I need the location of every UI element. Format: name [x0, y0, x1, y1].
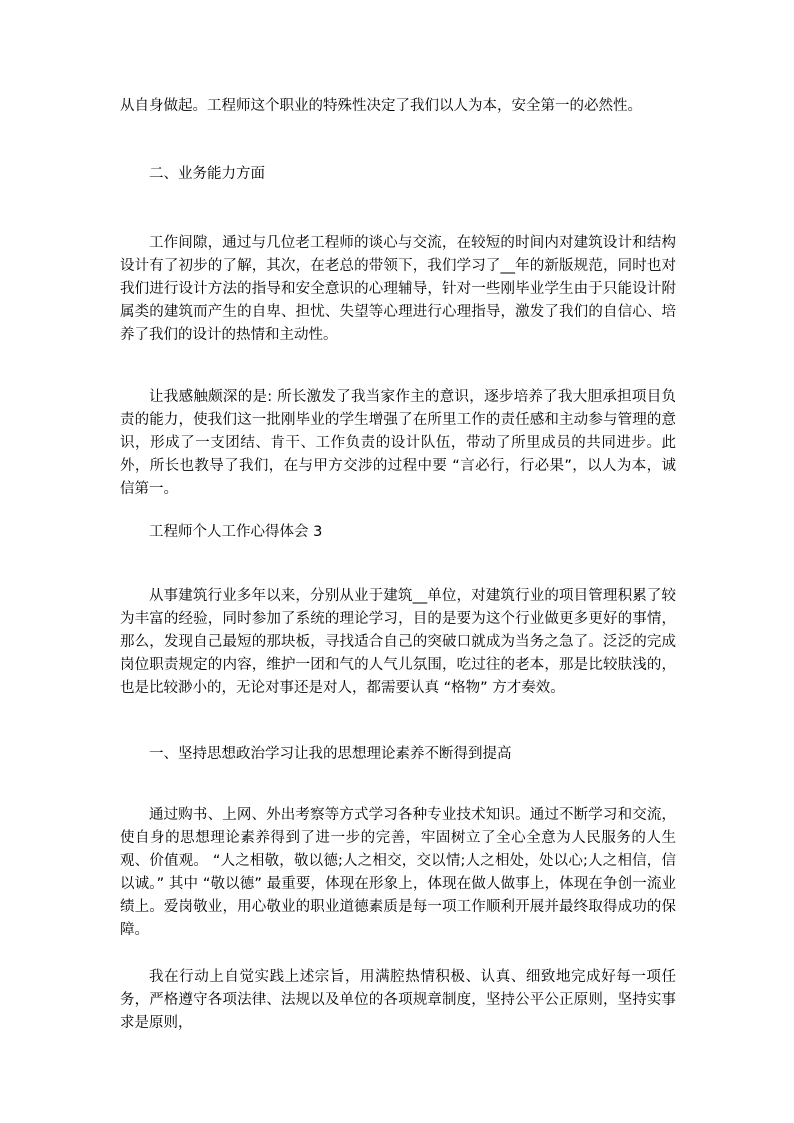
- paragraph-impression: 让我感触颇深的是: 所长激发了我当家作主的意识，逐步培养了我大胆承担项目负责的能力，使我们这一批刚毕业的学生增强了在所里工作的责任感和主动参与管理的意识，形成了一支团结、肯干、工作负责的设计队伍，带动了所里成员的共同进步。此外，所长也教导了我们，在与甲方交涉的过程中要 “言必行，行必果”，以人为本，诚信第一。: [120, 389, 676, 497]
- paragraph-experience: 从事建筑行业多年以来，分别从业于建筑__单位，对建筑行业的项目管理积累了较为丰富的经验，同时参加了系统的理论学习，目的是要为这个行业做更多更好的事情，那么，发现自己最短的那块板，寻找适合自己的突破口就成为当务之急了。泛泛的完成岗位职责规定的内容，维护一团和气的人气儿氛围，吃过往的老本，那是比较肤浅的，也是比较渺小的，无论对事还是对人，都需要认真 “格物” 方才奏效。: [120, 588, 676, 696]
- paragraph-practice: 我在行动上自觉实践上述宗旨，用满腔热情积极、认真、细致地完成好每一项任务，严格遵守各项法律、法规以及单位的各项规章制度，坚持公平公正原则，坚持实事求是原则，: [120, 969, 676, 1031]
- section-heading-business-ability: 二、业务能力方面: [149, 166, 265, 182]
- paragraph-intro-continuation: 从自身做起。工程师这个职业的特殊性决定了我们以人为本，安全第一的必然性。: [120, 98, 642, 114]
- paragraph-work-study: 工作间隙，通过与几位老工程师的谈心与交流，在较短的时间内对建筑设计和结构设计有了初步的了解，其次，在老总的带领下，我们学习了__年的新版规范，同时也对我们进行设计方法的指导和安全意识的心理辅导，针对一些刚毕业学生由于只能设计附属类的建筑而产生的自卑、担忧、失望等心理进行心理指导，激发了我们的自信心、培养了我们的设计的热情和主动性。: [120, 235, 676, 343]
- article-title: 工程师个人工作心得体会 3: [149, 524, 323, 540]
- section-heading-political-study: 一、坚持思想政治学习让我的思想理论素养不断得到提高: [149, 746, 512, 762]
- paragraph-learning: 通过购书、上网、外出考察等方式学习各种专业技术知识。通过不断学习和交流，使自身的思想理论素养得到了进一步的完善，牢固树立了全心全意为人民服务的人生观、价值观。 “人之相敬，敬以德;人之相交，交以情;人之相处，处以心;人之相信，信以诚。” 其中 “敬以德” 最重要，体现在形象上，体现在做人做事上，体现在争创一流业绩上。爱岗敬业，用心敬业的职业道德素质是每一项工作顺利开展并最终取得成功的保障。: [120, 807, 676, 938]
